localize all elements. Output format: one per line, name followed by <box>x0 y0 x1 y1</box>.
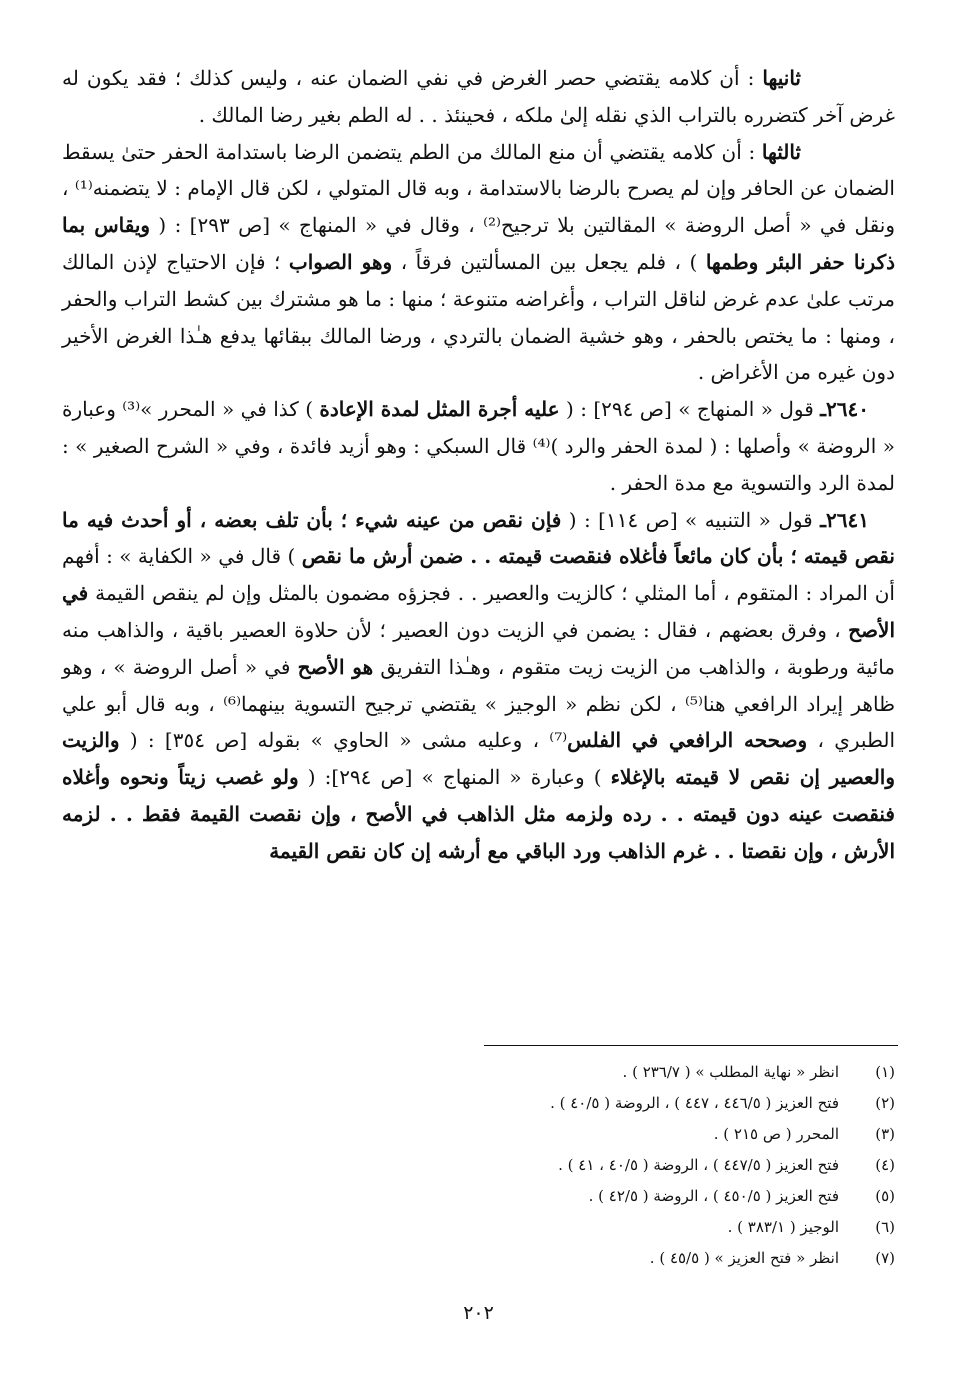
footnote <box>62 1150 895 1181</box>
bold-text-run: ٢٦٤٠ـ <box>820 397 869 422</box>
paragraph <box>62 502 895 870</box>
bold-text-run: ٢٦٤١ـ <box>820 507 869 532</box>
footnote-text: انظر « نهاية المطلب » ( ٢٣٦/٧ ) . <box>622 1063 839 1081</box>
footnote-separator <box>484 1045 898 1046</box>
bold-text-run: عليه أجرة المثل لمدة الإعادة <box>319 397 560 422</box>
text-run: ، وفرق بعضهم ، فقال : يضمن في الزيت دون العصير ؛ لأن حلاوة العصير باقية ، والذاهب منه مائية ورطوبة ، والذاهب من الزيت زيت متقوم ، وهـٰذا التفريق <box>62 617 895 679</box>
footnote <box>62 1088 895 1119</box>
bold-text-run: ويقاس بما ذكرنا حفر البئر وطمها <box>62 213 895 274</box>
footnote <box>62 1212 895 1243</box>
footnote-number: (٥) <box>875 1187 895 1205</box>
footnote-number: (٦) <box>875 1218 895 1236</box>
footnote-number: (١) <box>875 1063 895 1081</box>
footnote-number: (٧) <box>875 1249 895 1267</box>
bold-text-run: ثالثها <box>761 139 801 164</box>
footnote-number: (٤) <box>875 1156 895 1174</box>
text-run: ) كذا في « المحرر »⁽³⁾ وعبارة « الروضة » وأصلها : ( لمدة الحفر والرد )⁽⁴⁾ قال السبكي : وهو أزيد فائدة ، وفي « الشرح الصغير » : لمدة الرد والتسوية مع مدة الحفر . <box>62 397 895 495</box>
main-text <box>62 60 895 870</box>
bold-text-run: ثانيها <box>762 66 801 90</box>
bold-text-run: هو الأصح <box>297 654 374 679</box>
paragraph <box>62 391 895 501</box>
bold-text-run: وهو الصواب <box>288 249 393 274</box>
bold-text-run: فإن نقص من عينه شيء ؛ بأن تلف بعضه ، أو أحدث فيه ما نقص قيمته ؛ بأن كان مائعاً فأغلاه فنقصت قيمته . . ضمن أرش ما نقص <box>62 507 895 569</box>
footnote-text: المحرر ( ص ٢١٥ ) . <box>713 1125 839 1143</box>
footnote <box>62 1243 895 1274</box>
footnote-number: (٢) <box>875 1094 895 1112</box>
footnote <box>62 1057 895 1088</box>
text-run: ) وعبارة « المنهاج » [ص ٢٩٤]: ( <box>298 765 611 790</box>
text-run: قول « المنهاج » [ص ٢٩٤] : ( <box>559 397 821 422</box>
footnote-number: (٣) <box>875 1125 895 1143</box>
text-run: : أن كلامه يقتضي أن منع المالك من الطم يتضمن الرضا باستدامة الحفر حتىٰ يسقط الضمان عن الحافر وإن لم يصرح بالرضا بالاستدامة ، وبه قال المتولي ، لكن قال الإمام : لا يتضمنه⁽¹⁾ ، ونقل في « أصل الروضة » المقالتين بلا ترجيح⁽²⁾ ، وقال في « المنهاج » [ص ٢٩٣] : ( <box>62 139 895 238</box>
paragraph <box>62 60 895 134</box>
footnote <box>62 1119 895 1150</box>
footnote-text: فتح العزيز ( ٤٥٠/٥ ) ، الروضة ( ٤٢/٥ ) . <box>588 1187 839 1205</box>
text-run: : أن كلامه يقتضي حصر الغرض في نفي الضمان عنه ، وليس كذلك ؛ فقد يكون له غرض آخر كتضرره بالتراب الذي نقله إلىٰ ملكه ، فحينئذ . . له الطم بغير رضا المالك . <box>62 66 895 127</box>
footnote-text: فتح العزيز ( ٤٤٧/٥ ) ، الروضة ( ٤٠/٥ ، ٤١ ) . <box>558 1156 839 1174</box>
footnote-text: انظر « فتح العزيز » ( ٤٥/٥ ) . <box>649 1249 839 1267</box>
bold-text-run: في الأصح <box>62 581 895 642</box>
footnote-text: الوجيز ( ٣٨٣/١ ) . <box>727 1218 839 1236</box>
text-run: ؛ فإن الاحتياج لإذن المالك مرتب علىٰ عدم غرض لناقل التراب ، وأغراضه متنوعة ؛ منها : ما هو مشترك بين كشط التراب والحفر ، ومنها : ما يختص بالحفر ، وهو خشية الضمان بالتردي ، ورضا المالك ببقائها يدفع هـٰذا الغرض الأخير دون غيره من الأغراض . <box>62 249 895 385</box>
bold-text-run: والزيت والعصير إن نقص لا قيمته بالإغلاء <box>62 728 895 790</box>
footnotes <box>62 1057 895 1274</box>
footnote-text: فتح العزيز ( ٤٤٦/٥ ، ٤٤٧ ) ، الروضة ( ٤٠/٥ ) . <box>550 1094 839 1112</box>
footnote <box>62 1181 895 1212</box>
text-run: ) قال في « الكفاية » : أفهم أن المراد : المتقوم ، أما المثلي ؛ كالزيت والعصير . . فجزؤه مضمون بالمثل وإن لم ينقص القيمة <box>62 544 895 606</box>
text-run: ⁽⁷⁾ ، وعليه مشى « الحاوي » بقوله [ص ٣٥٤] : ( <box>119 728 568 753</box>
page-number: ٢٠٢ <box>463 1302 494 1324</box>
bold-text-run: ولو غصب زيتاً ونحوه وأغلاه فنقصت عينه دون قيمته . . رده ولزمه مثل الذاهب في الأصح ، وإن نقصت القيمة فقط . . لزمه الأرش ، وإن نقصتا . . غرم الذاهب ورد الباقي مع أرشه إن كان نقص القيمة <box>62 765 895 863</box>
bold-text-run: وصححه الرافعي في الفلس <box>567 728 808 753</box>
text-run: في « أصل الروضة » ، وهو ظاهر إيراد الرافعي هنا⁽⁵⁾ ، لكن نظم « الوجيز » يقتضي ترجيح التسوية بينهما⁽⁶⁾ ، وبه قال أبو علي الطبري ، <box>62 654 895 753</box>
text-run: ) ، فلم يجعل بين المسألتين فرقاً ، <box>392 249 706 274</box>
text-run: قول « التنبيه » [ص ١١٤] : ( <box>561 507 821 532</box>
paragraph <box>62 134 895 392</box>
